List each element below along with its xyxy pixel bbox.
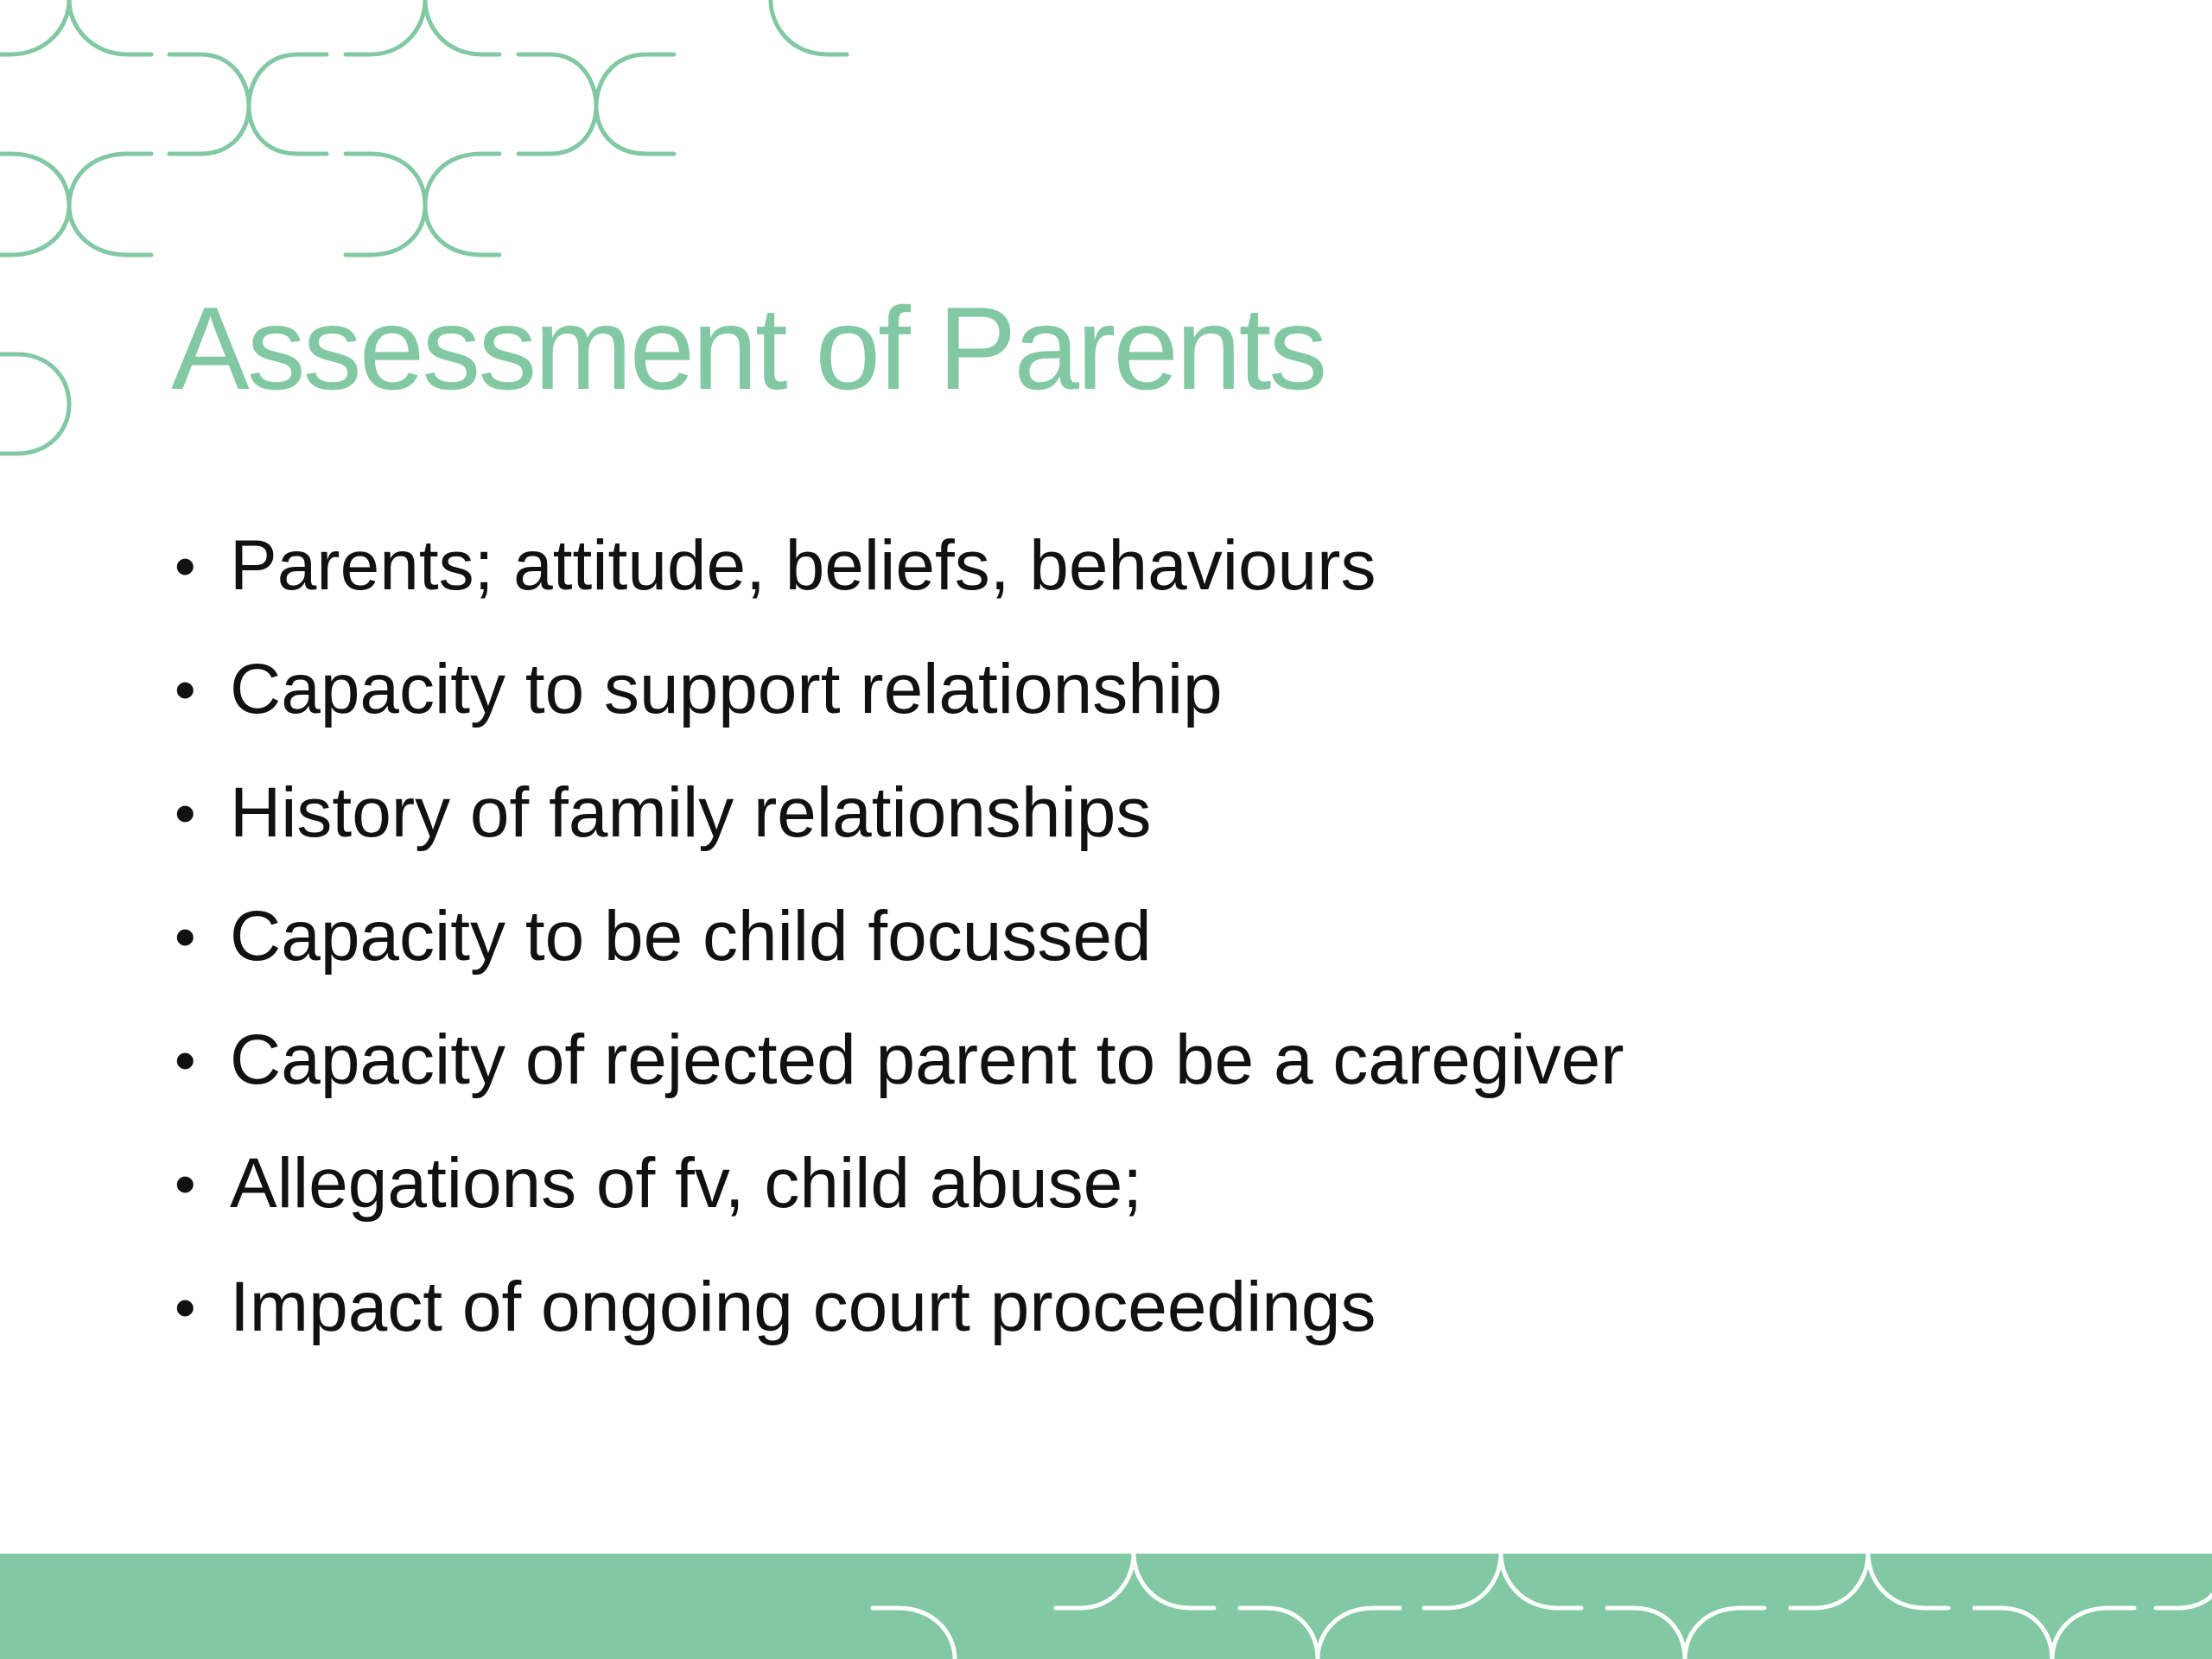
bullet-item xyxy=(171,510,1624,633)
bullet-dot-icon: • xyxy=(175,1274,196,1341)
bullet-item xyxy=(171,757,1624,880)
bullet-list xyxy=(171,510,1624,1375)
bullet-dot-icon: • xyxy=(175,532,196,600)
bullet-item xyxy=(171,1004,1624,1128)
bullet-dot-icon: • xyxy=(175,656,196,723)
bullet-item xyxy=(171,880,1624,1004)
bullet-dot-icon: • xyxy=(175,1150,196,1217)
footer-band-decoration xyxy=(0,1554,2212,1659)
bullet-text: Allegations of fv, child abuse; xyxy=(230,1144,1142,1223)
bullet-text: Capacity of rejected parent to be a caregiver xyxy=(230,1020,1624,1099)
slide-title: Assessment of Parents xyxy=(171,283,1325,414)
bullet-text: Capacity to support relationship xyxy=(230,650,1223,728)
bullet-dot-icon: • xyxy=(175,903,196,970)
bullet-item xyxy=(171,1128,1624,1251)
bullet-text: History of family relationships xyxy=(230,773,1152,852)
bullet-item xyxy=(171,633,1624,757)
bullet-dot-icon: • xyxy=(175,779,196,847)
bullet-text: Parents; attitude, beliefs, behaviours xyxy=(230,526,1376,605)
footer-arc-pattern xyxy=(0,1554,2212,1659)
bullet-dot-icon: • xyxy=(175,1027,196,1094)
bullet-item xyxy=(171,1251,1624,1375)
bullet-text: Capacity to be child focussed xyxy=(230,897,1152,976)
bullet-text: Impact of ongoing court proceedings xyxy=(230,1268,1376,1346)
